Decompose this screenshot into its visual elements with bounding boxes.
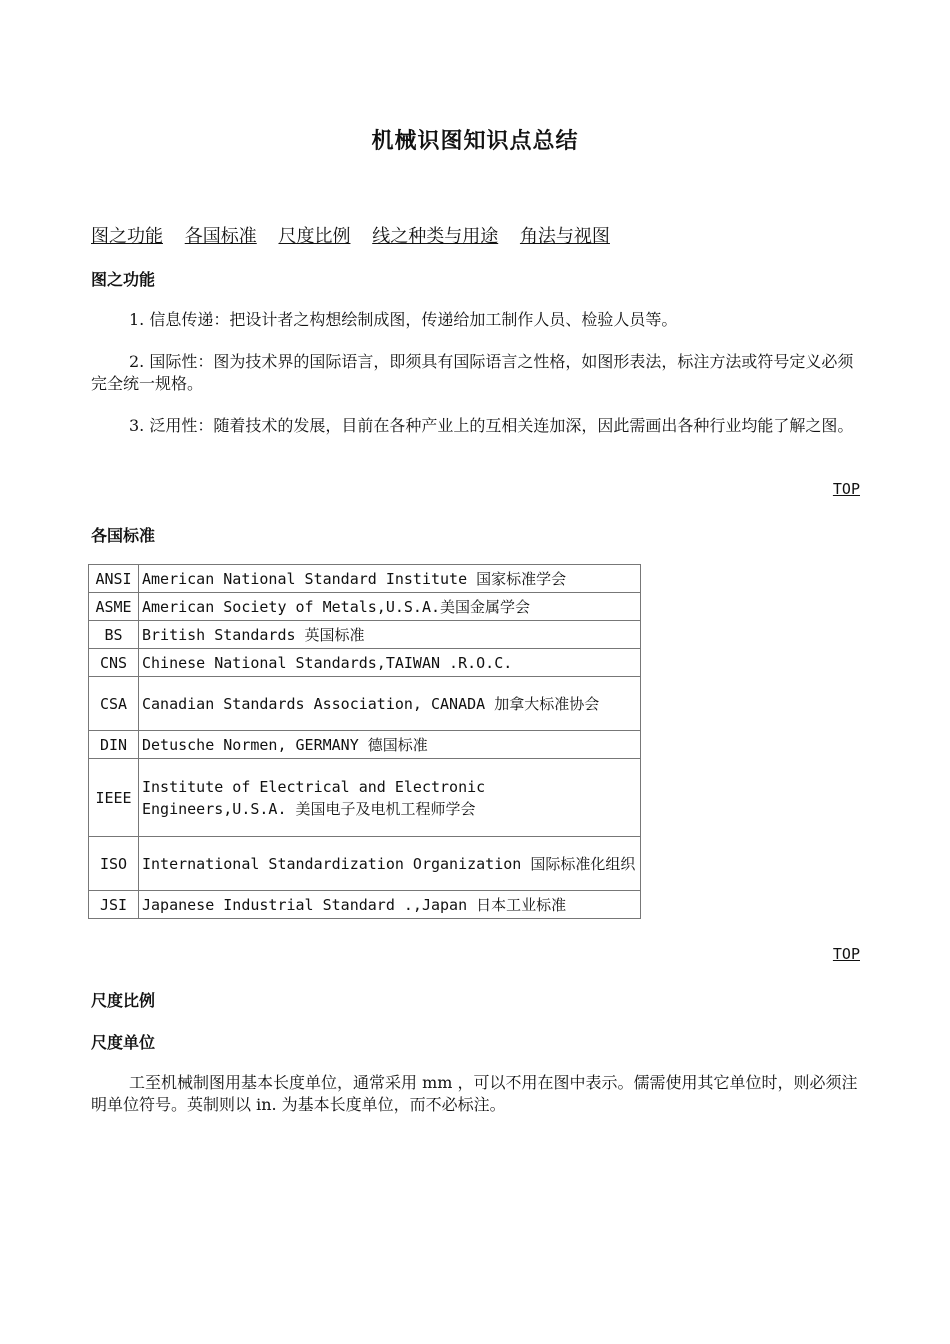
paragraph-text: 工至机械制图用基本长度单位，通常采用 mm ，可以不用在图中表示。儒需使用其它单位时，则必须注明单位符号。英制则以 in. 为基本长度单位，而不必标注。 (91, 1073, 858, 1114)
paragraph (91, 415, 859, 437)
desc-cell: Institute of Electrical and Electronic Engineers,U.S.A. 美国电子及电机工程师学会 (139, 759, 641, 837)
section-nav (91, 222, 626, 248)
desc-cell: International Standardization Organization 国际标准化组织 (139, 837, 641, 891)
abbr-cell: ANSI (89, 565, 139, 593)
abbr-cell: IEEE (89, 759, 139, 837)
table-row (89, 593, 641, 621)
abbr-cell: JSI (89, 891, 139, 919)
table-row (89, 731, 641, 759)
desc-cell: Canadian Standards Association, CANADA 加拿大标准协会 (139, 677, 641, 731)
paragraph-text: 3. 泛用性：随着技术的发展，目前在各种产业上的互相关连加深，因此需画出各种行业均能了解之图。 (129, 416, 854, 435)
table-row (89, 759, 641, 837)
standards-table (88, 564, 641, 919)
abbr-cell: DIN (89, 731, 139, 759)
table-row (89, 677, 641, 731)
table-row (89, 621, 641, 649)
abbr-cell: CSA (89, 677, 139, 731)
paragraph (91, 309, 859, 331)
section-heading-standards: 各国标准 (91, 526, 156, 545)
desc-cell: Detusche Normen, GERMANY 德国标准 (139, 731, 641, 759)
top-link[interactable]: TOP (832, 480, 860, 498)
table-row (89, 837, 641, 891)
abbr-cell: CNS (89, 649, 139, 677)
section-heading-scale: 尺度比例 (91, 991, 156, 1010)
subheading-units: 尺度单位 (91, 1033, 156, 1052)
nav-link-standards[interactable]: 各国标准 (184, 226, 257, 247)
nav-link-projection[interactable]: 角法与视图 (519, 226, 610, 247)
abbr-cell: ASME (89, 593, 139, 621)
desc-cell: American Society of Metals,U.S.A.美国金属学会 (139, 593, 641, 621)
paragraph (91, 1072, 859, 1116)
desc-cell: Japanese Industrial Standard .,Japan 日本工业标准 (139, 891, 641, 919)
table-row (89, 891, 641, 919)
page-title: 机械识图知识点总结 (371, 129, 579, 154)
desc-cell: American National Standard Institute 国家标准学会 (139, 565, 641, 593)
abbr-cell: BS (89, 621, 139, 649)
paragraph-text: 2. 国际性：图为技术界的国际语言，即须具有国际语言之性格，如图形表法，标注方法或符号定义必须完全统一规格。 (91, 352, 854, 393)
table-row (89, 565, 641, 593)
desc-cell: British Standards 英国标准 (139, 621, 641, 649)
paragraph-text: 1. 信息传递：把设计者之构想绘制成图，传递给加工制作人员、检验人员等。 (129, 310, 678, 329)
top-link[interactable]: TOP (832, 945, 860, 963)
nav-link-scale[interactable]: 尺度比例 (278, 226, 351, 247)
abbr-cell: ISO (89, 837, 139, 891)
table-row (89, 649, 641, 677)
nav-link-functions[interactable]: 图之功能 (91, 226, 163, 247)
paragraph (91, 351, 859, 395)
section-heading-functions: 图之功能 (91, 270, 156, 289)
nav-link-line-types[interactable]: 线之种类与用途 (372, 226, 499, 247)
desc-cell: Chinese National Standards,TAIWAN .R.O.C. (139, 649, 641, 677)
